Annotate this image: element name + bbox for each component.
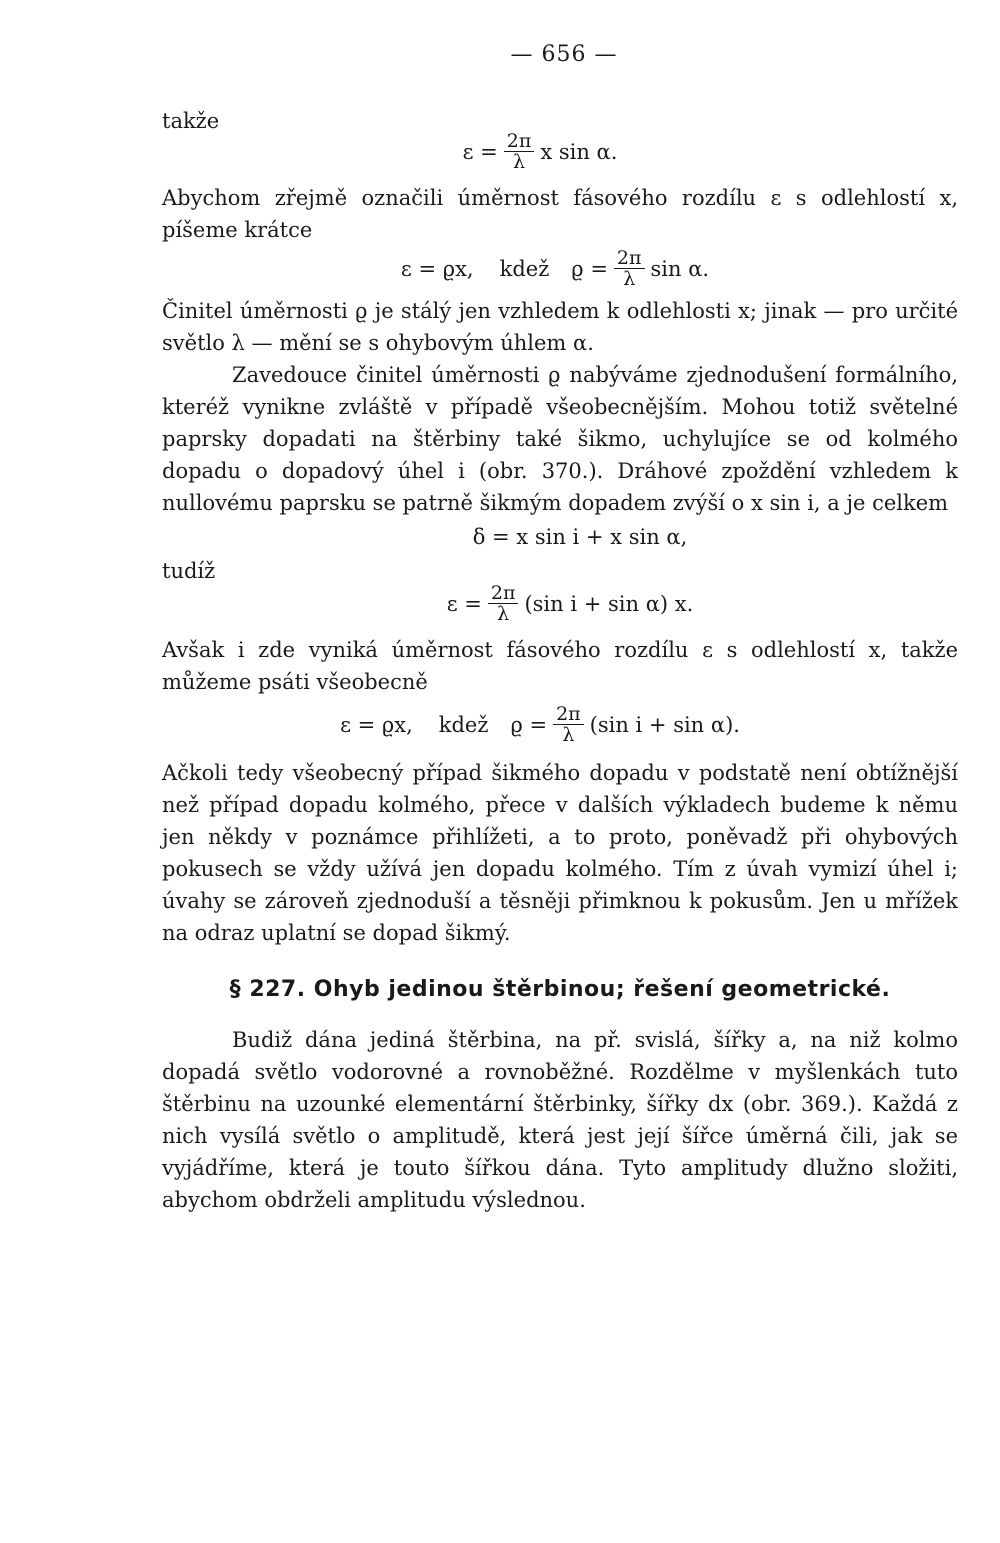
- formula-5-kdez: kdež: [438, 712, 489, 737]
- formula-4-denominator: λ: [497, 603, 510, 625]
- formula-2-numerator: 2π: [614, 248, 645, 269]
- paragraph-5: Ačkoli tedy všeobecný případ šikmého dopadu v podstatě není obtížnější než případ dopadu kolmého, přece v dalších výkladech budeme k němu jen někdy v poznámce přihlížeti, a to proto, poněvadž při ohybových pokusech se vždy užívá jen dopadu kolmého. Tím z úvah vymizí úhel i; úvahy se zároveň zjednoduší a těsněji přimknou k pokusům. Jen u mřížek na odraz uplatní se dopad šikmý.: [162, 761, 958, 945]
- formula-2-kdez: kdež: [499, 256, 550, 281]
- formula-5-fraction: [553, 704, 584, 745]
- text-takze: takže: [162, 109, 220, 133]
- formula-1-lhs: ε =: [462, 139, 498, 164]
- formula-1-fraction: [504, 131, 535, 172]
- formula-1-rhs: x sin α.: [540, 139, 618, 164]
- paragraph-3: Zavedouce činitel úměrnosti ϱ nabýváme zjednodušení formálního, kteréž vynikne zvláště v případě všeobecnějším. Mohou totiž světelné paprsky dopadati na štěrbiny také šikmo, uchylujíce se od kolmého dopadu o dopadový úhel i (obr. 370.). Dráhové zpoždění vzhledem k nullovému paprsku se patrně šikmým dopadem zvýší o x sin i, a je celkem: [162, 363, 958, 515]
- paragraph-4: Avšak i zde vyniká úměrnost fásového rozdílu ε s odlehlostí x, takže můžeme psáti všeobecně: [162, 638, 958, 694]
- formula-5-rho: ϱ =: [510, 712, 548, 737]
- paragraph-6: Budiž dána jediná štěrbina, na př. svislá, šířky a, na niž kolmo dopadá světlo vodorovné a rovnoběžné. Rozdělme v myšlenkách tuto štěrbinu na uzounké elementární štěrbinky, šířky dx (obr. 369.). Každá z nich vysílá světlo o amplitudě, která jest její šířce úměrná čili, jak se vyjádříme, která je touto šířkou dána. Tyto amplitudy dlužno složiti, abychom obdrželi amplitudu výslednou.: [162, 1028, 958, 1212]
- formula-5-rhs: (sin i + sin α).: [589, 712, 740, 737]
- formula-5-numerator: 2π: [553, 704, 584, 725]
- text-tudiz: tudíž: [162, 559, 216, 583]
- paragraph-1: Abychom zřejmě označili úměrnost fásového rozdílu ε s odlehlostí x, píšeme krátce: [162, 186, 958, 242]
- page: [162, 42, 958, 1216]
- formula-3: δ = x sin i + x sin α,: [472, 525, 688, 549]
- section-heading: § 227. Ohyb jedinou štěrbinou; řešení geometrické.: [229, 977, 891, 1002]
- formula-4-lhs: ε =: [446, 591, 482, 616]
- page-number: — 656 —: [510, 42, 618, 67]
- formula-2: [152, 248, 958, 289]
- formula-5: [122, 704, 958, 745]
- formula-2-fraction: [614, 248, 645, 289]
- paragraph-2: Činitel úměrnosti ϱ je stálý jen vzhledem k odlehlosti x; jinak — pro určité světlo λ — mění se s ohybovým úhlem α.: [162, 299, 958, 355]
- formula-1-denominator: λ: [513, 151, 526, 173]
- formula-2-rho: ϱ =: [571, 256, 608, 281]
- formula-2-lhs: ε = ϱx,: [400, 256, 474, 281]
- formula-2-denominator: λ: [623, 268, 636, 290]
- formula-2-rhs: sin α.: [650, 256, 710, 281]
- formula-1-numerator: 2π: [504, 131, 535, 152]
- formula-4-fraction: [488, 583, 519, 624]
- formula-5-denominator: λ: [562, 724, 575, 746]
- formula-4-rhs: (sin i + sin α) x.: [524, 591, 694, 616]
- formula-5-lhs: ε = ϱx,: [340, 712, 413, 737]
- formula-1: [122, 131, 958, 172]
- formula-4: [182, 583, 958, 624]
- formula-4-numerator: 2π: [488, 583, 519, 604]
